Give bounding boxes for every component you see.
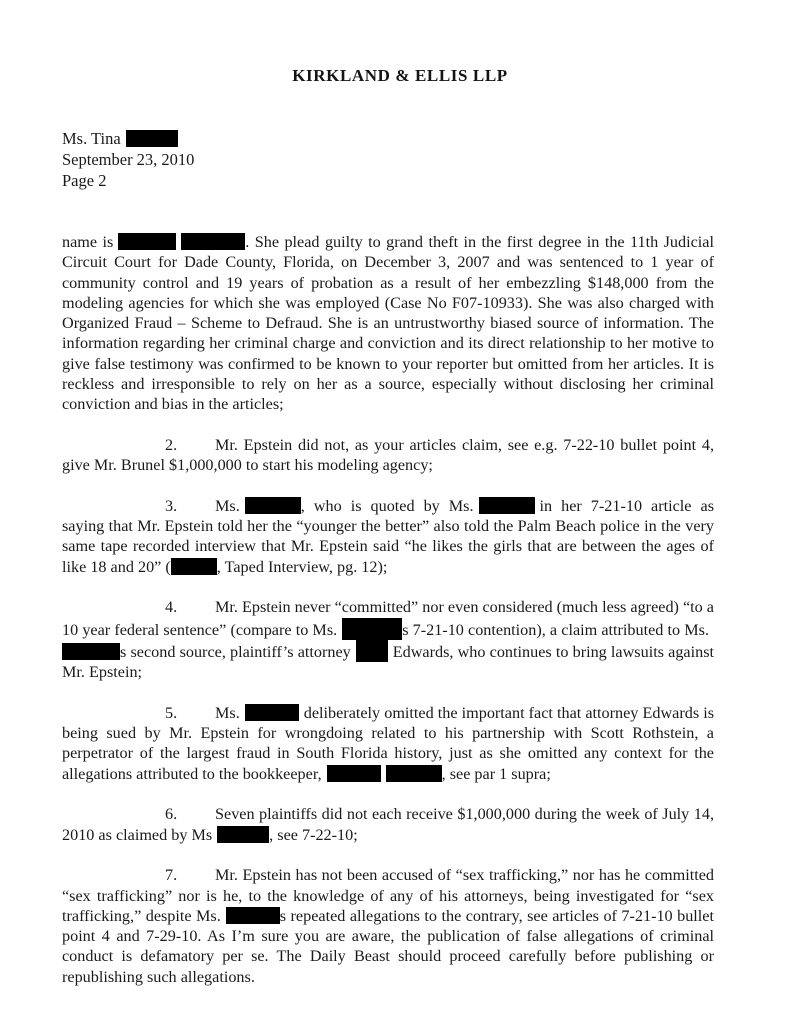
paragraph-3-text-a: Ms. (215, 496, 240, 515)
paragraph-4-text-a: Mr. Epstein never “committed” nor even considered (much less agreed) “to a 10 year federal sentence” (compare to Ms. (62, 598, 714, 639)
redaction-block-p5-bookkeeper-last-name (386, 765, 442, 782)
page-number-label: Page 2 (62, 171, 107, 190)
paragraph-1 (62, 232, 714, 415)
paragraph-6-text-a: Seven plaintiffs did not each receive $1,000,000 during the week of July 14, 2010 as claimed by Ms (62, 805, 714, 844)
letter-date: September 23, 2010 (62, 150, 195, 169)
paragraph-6-number-lead (62, 804, 215, 824)
redaction-block-p4-name-2 (62, 643, 120, 660)
paragraph-5-text-c: , see par 1 supra; (441, 764, 551, 783)
redaction-block-p3-interview-name (171, 558, 217, 575)
paragraph-4-number: 4. (165, 598, 178, 617)
addressee-name-line (62, 128, 194, 149)
paragraph-4-text-c: s second source, plaintiff’s attorney (120, 642, 351, 661)
redaction-block-p4-attorney-first-name (356, 640, 388, 662)
redaction-block-p1-last-name (181, 233, 245, 250)
redaction-block-p6-reporter-name (217, 826, 269, 843)
paragraph-3-number-lead (62, 496, 215, 516)
redaction-block-p5-reporter-name (245, 704, 299, 721)
paragraph-2 (62, 435, 714, 476)
paragraph-7 (62, 865, 714, 987)
paragraph-3 (62, 496, 714, 577)
redaction-block-p3-reporter-name (479, 497, 535, 514)
redaction-block-p4-name-1 (342, 618, 402, 640)
paragraph-3-text-c: in her 7-21-10 article as saying that Mr. Epstein told her the “younger the better” also told the Palm Beach police in the very same tape recorded interview that Mr. Epstein said “he likes the girls that are between the ages of like 18 and 20” ( (62, 496, 714, 576)
paragraph-7-text-b: s repeated allegations to the contrary, see articles of 7-21-10 bullet point 4 and 7-29-10. As I’m sure you are aware, the publication of false allegations of criminal conduct is defamatory per se. The Daily Beast should proceed carefully before publishing or republishing such allegations. (62, 906, 714, 986)
paragraph-6-number: 6. (165, 805, 178, 824)
paragraph-7-text-a: Mr. Epstein has not been accused of “sex trafficking,” nor has he committed “sex trafficking” nor is he, to the knowledge of any of his attorneys, being investigated for “sex trafficking,” despite Ms. (62, 866, 714, 925)
paragraph-2-number-lead (62, 435, 215, 455)
paragraph-4-text-b: s 7-21-10 contention), a claim attributed to Ms. (402, 620, 709, 639)
paragraph-2-number: 2. (165, 435, 178, 454)
paragraph-3-text-b: , who is quoted by Ms. (300, 496, 474, 515)
redaction-block-p7-reporter-name (226, 907, 280, 924)
paragraph-5-number: 5. (165, 703, 178, 722)
paragraph-5-number-lead (62, 703, 215, 723)
paragraph-4-text-d: Edwards, who continues to bring lawsuits against Mr. Epstein; (62, 642, 714, 682)
paragraph-7-number: 7. (165, 866, 178, 885)
paragraph-6 (62, 804, 714, 845)
paragraph-1-lead-text: name is (62, 233, 114, 251)
paragraph-4-number-lead (62, 597, 215, 617)
addressee-name-prefix: Ms. Tina (62, 129, 121, 148)
addressee-block (62, 128, 194, 191)
paragraph-3-text-d: , Taped Interview, pg. 12); (216, 557, 388, 576)
paragraph-2-text: Mr. Epstein did not, as your articles claim, see e.g. 7-22-10 bullet point 4, give Mr. Brunel $1,000,000 to start his modeling agency; (62, 435, 714, 475)
paragraph-5-text-a: Ms. (215, 703, 240, 722)
letterhead-firm-name: KIRKLAND & ELLIS LLP (292, 66, 508, 85)
paragraph-5-text-b: deliberately omitted the important fact that attorney Edwards is being sued by Mr. Epstein for wrongdoing related to his partnership with Scott Rothstein, a perpetrator of the largest fraud in South Florida history, just as she omitted any context for the allegations attributed to the bookkeeper, (62, 703, 714, 783)
paragraph-1-body-text: . She plead guilty to grand theft in the first degree in the 11th Judicial Circuit Court for Dade County, Florida, on December 3, 2007 and was sentenced to 1 year of community control and 19 years of probation as a result of her embezzling $148,000 from the modeling agencies for which she was employed (Case No F07-10933). She was also charged with Organized Fraud – Scheme to Defraud. She is an untrustworthy biased source of information. The information regarding her criminal charge and conviction and its direct relationship to her motive to give false testimony was confirmed to be known to your reporter but omitted from her articles. It is reckless and irresponsible to rely on her as a source, especially without disclosing her criminal conviction and bias in the articles; (62, 233, 714, 414)
paragraph-6-text-b: , see 7-22-10; (269, 825, 358, 844)
paragraph-5 (62, 703, 714, 784)
letter-body (62, 232, 714, 987)
redaction-block-p1-first-name (118, 233, 176, 250)
paragraph-4 (62, 597, 714, 682)
paragraph-3-number: 3. (165, 496, 178, 515)
redaction-block-p5-bookkeeper-first-name (327, 765, 381, 782)
paragraph-7-number-lead (62, 865, 215, 885)
redaction-block-addressee-surname (126, 130, 178, 147)
redaction-block-p3-source-name (245, 497, 301, 514)
